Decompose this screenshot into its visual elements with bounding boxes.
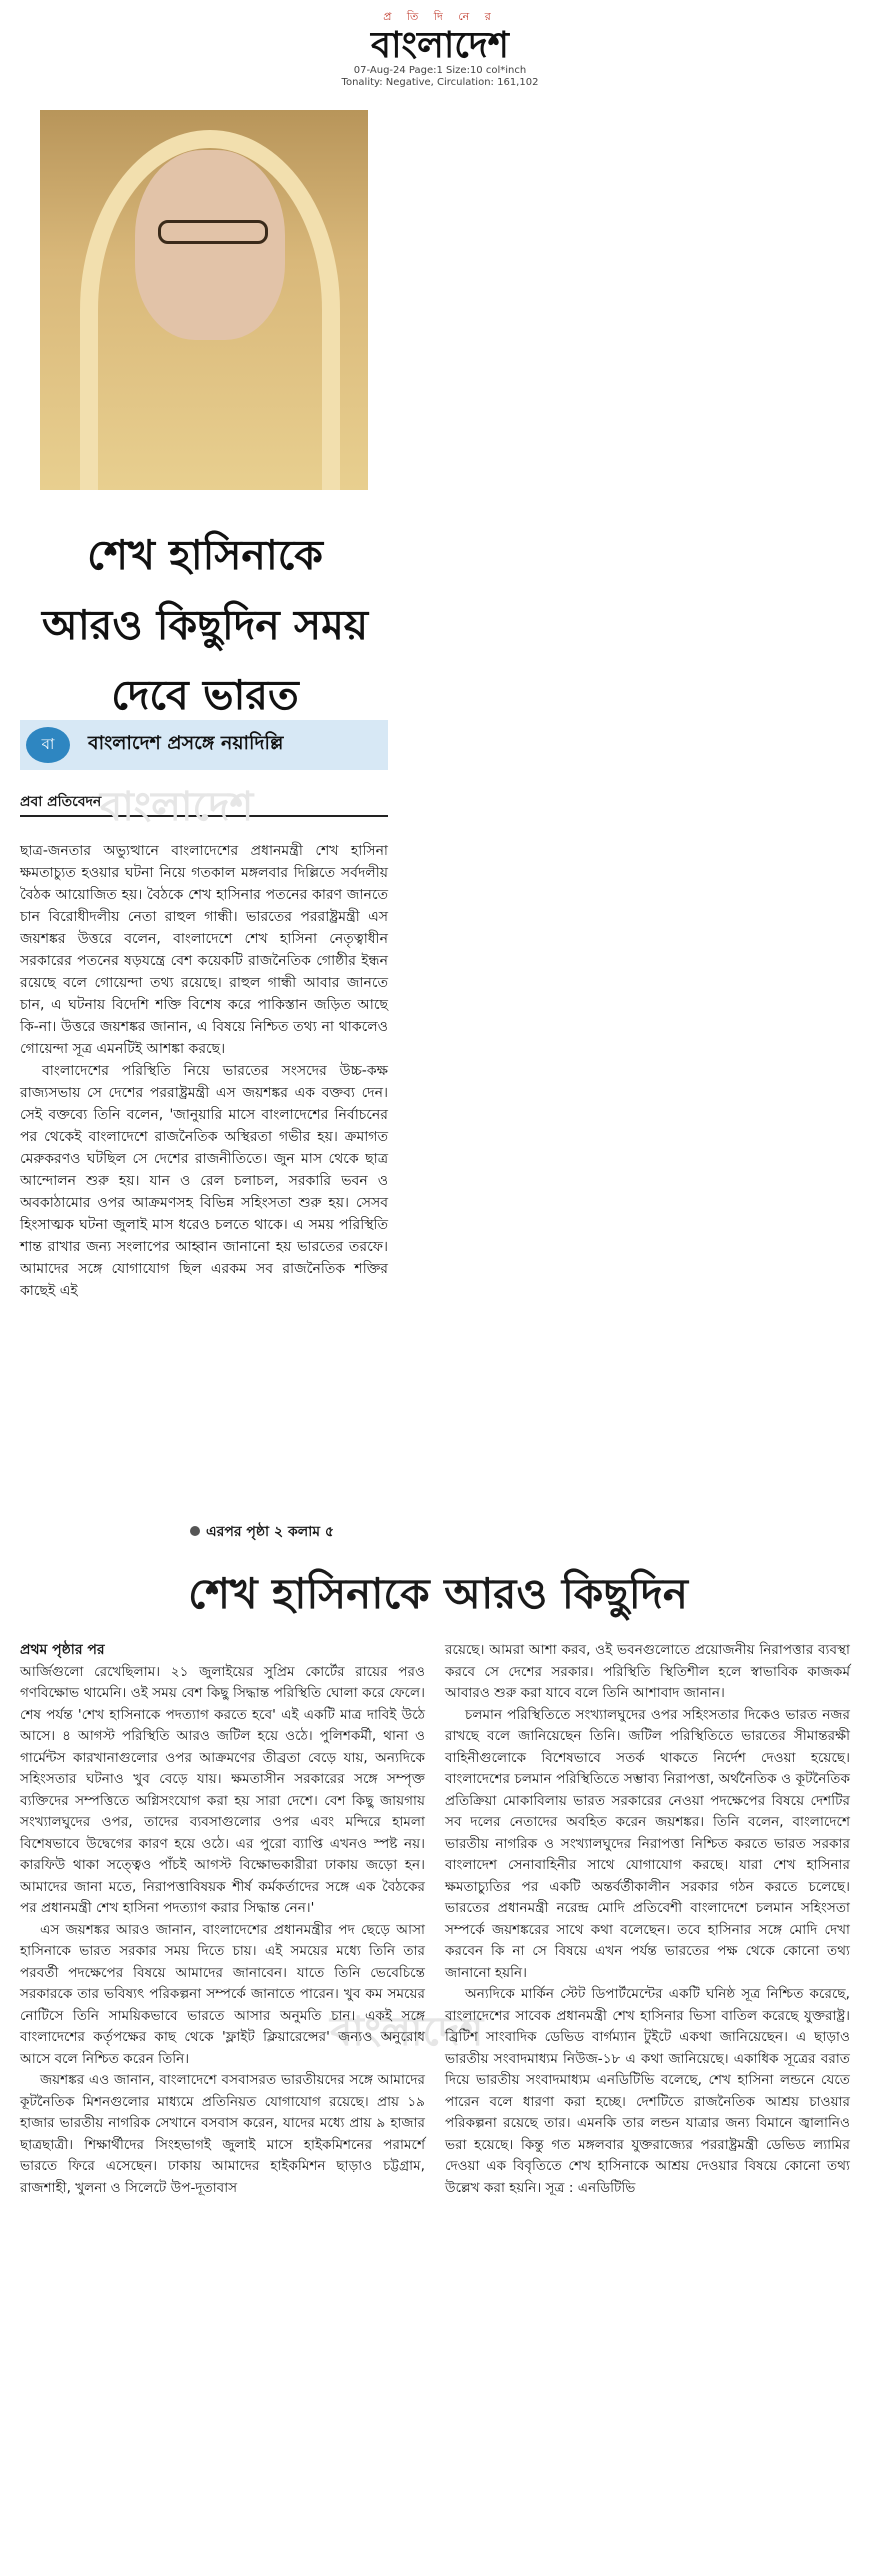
byline: প্রবা প্রতিবেদন — [20, 794, 102, 810]
watermark: বাংলাদেশ — [330, 2009, 484, 2055]
kicker-badge-icon: বা — [26, 727, 70, 763]
masthead — [330, 8, 550, 89]
headline-line: আরও কিছুদিন সময় — [41, 601, 369, 649]
portrait-photo — [40, 110, 368, 490]
bullet-icon — [190, 1526, 200, 1536]
continued-from-label: প্রথম পৃষ্ঠার পর — [20, 1642, 105, 1658]
main-headline — [20, 520, 390, 730]
headline-line: দেবে ভারত — [111, 671, 299, 719]
column-right — [445, 1640, 850, 2199]
kicker-bar — [20, 720, 388, 770]
paragraph: ছাত্র-জনতার অভ্যুত্থানে বাংলাদেশের প্রধানমন্ত্রী শেখ হাসিনা ক্ষমতাচ্যুত হওয়ার ঘটনা নিয়ে গতকাল মঙ্গলবার দিল্লিতে সর্বদলীয় বৈঠক আয়োজিত হয়। বৈঠকে শেখ হাসিনার পতনের কারণ জানতে চান বিরোধীদলীয় নেতা রাহুল গান্ধী। ভারতের পররাষ্ট্রমন্ত্রী এস জয়শঙ্কর উত্তরে বলেন, বাংলাদেশে শেখ হাসিনা নেতৃত্বাধীন সরকারের পতনের ষড়যন্ত্রে বেশ কয়েকটি রাজনৈতিক গোষ্ঠীর ইন্ধন রয়েছে বলে গোয়েন্দা তথ্য রয়েছে। রাহুল গান্ধী আবার জানতে চান, এ ঘটনায় বিদেশি শক্তি বিশেষ করে পাকিস্তান জড়িত আছে কি-না। উত্তরে জয়শঙ্কর জানান, এ বিষয়ে নিশ্চিত তথ্য না থাকলেও গোয়েন্দা সূত্র এমনটিই আশঙ্কা করছে। — [20, 843, 388, 1057]
clip-meta-1: 07-Aug-24 Page:1 Size:10 col*inch — [353, 65, 527, 76]
paragraph: বাংলাদেশের পরিস্থিতি নিয়ে ভারতের সংসদের উচ্চ-কক্ষ রাজ্যসভায় সে দেশের পররাষ্ট্রমন্ত্রী এস জয়শঙ্কর এক বক্তব্য দেন। সেই বক্তব্যে তিনি বলেন, 'জানুয়ারি মাসে বাংলাদেশের নির্বাচনের পর থেকেই বাংলাদেশে রাজনৈতিক অস্থিরতা গভীর হয়। ক্রমাগত মেরুকরণও ঘটছিল সে দেশের রাজনীতিতে। জুন মাস থেকে ছাত্র আন্দোলন শুরু হয়। যান ও রেল চলাচল, সরকারি ভবন ও অবকাঠামোর ওপর আক্রমণসহ বিভিন্ন সহিংসতা শুরু হয়। সেসব হিংসাত্মক ঘটনা জুলাই মাস ধরেও চলতে থাকে। এ সময় পরিস্থিতি শান্ত রাখার জন্য সংলাপের আহ্বান জানানো হয় ভারতের তরফে। আমাদের সঙ্গে যোগাযোগ ছিল এরকম সব রাজনৈতিক শক্তির কাছেই এই — [20, 1063, 388, 1299]
paragraph: জয়শঙ্কর এও জানান, বাংলাদেশে বসবাসরত ভারতীয়দের সঙ্গে আমাদের কূটনৈতিক মিশনগুলোর মাধ্যমে প্রতিনিয়ত যোগাযোগ রয়েছে। প্রায় ১৯ হাজার ভারতীয় নাগরিক সেখানে বসবাস করেন, যাদের মধ্যে প্রায় ৯ হাজার ছাত্রছাত্রী। শিক্ষার্থীদের সিংহভাগই জুলাই মাসে হাইকমিশনের পরামর্শে ভারতে ফিরে এসেছেন। ঢাকায় আমাদের হাইকমিশন ছাড়াও চট্টগ্রাম, রাজশাহী, খুলনা ও সিলেটে উপ-দূতাবাস — [20, 2072, 425, 2196]
paragraph: এস জয়শঙ্কর আরও জানান, বাংলাদেশের প্রধানমন্ত্রীর পদ ছেড়ে আসা হাসিনাকে ভারত সরকার সময় দিতে চায়। এই সময়ের মধ্যে তিনি তার পরবর্তী পদক্ষেপের বিষয়ে আমাদের জানাবেন। যাতে তিনি ভেবেচিন্তে সরকারকে তার ভবিষ্যৎ পরিকল্পনা সম্পর্কে জানাতে পারেন। খুব কম সময়ের নোটিসে তিনি সাময়িকভাবে ভারতে আসার অনুমতি চান। একই সঙ্গে বাংলাদেশের কর্তৃপক্ষের কাছ থেকে 'ফ্লাইট ক্লিয়ারেন্সের' জন্যও অনুরোধ আসে বলে নিশ্চিত করেন তিনি। — [20, 1921, 425, 2067]
masthead-tagline: প্র তি দি নে র — [383, 10, 497, 23]
kicker-text: বাংলাদেশ প্রসঙ্গে নয়াদিল্লি — [88, 732, 284, 754]
watermark: বাংলাদেশ — [100, 784, 254, 830]
paragraph: আর্জিগুলো রেখেছিলাম। ২১ জুলাইয়ের সুপ্রিম কোর্টের রায়ের পরও গণবিক্ষোভ থামেনি। ওই সময় বেশ কিছু সিদ্ধান্ত পরিস্থিতি ঘোলা করে ফেলে। শেষ পর্যন্ত 'শেখ হাসিনাকে পদত্যাগ করতে হবে' এই একটি মাত্র দাবিই উঠে আসে। ৪ আগস্ট পরিস্থিতি আরও জটিল হয়ে ওঠে। পুলিশকর্মী, থানা ও গার্মেন্টস কারখানাগুলোর ওপর আক্রমণের তীব্রতা বেড়ে যায়, অন্যদিকে সহিংসতার ঘটনাও খুব বেড়ে যায়। ক্ষমতাসীন সরকারের সঙ্গে সম্পৃক্ত ব্যক্তিদের সম্পত্তিতে অগ্নিসংযোগ করা হয় সারা দেশে। বেশ কিছু জায়গায় সংখ্যালঘুদের ওপর, তাদের ব্যবসাগুলোর ওপর এবং মন্দিরে হামলা বিশেষভাবে উদ্বেগের কারণ হয়ে ওঠে। এর পুরো ব্যাপ্তি এখনও স্পষ্ট নয়। কারফিউ থাকা সত্ত্বেও পাঁচই আগস্ট বিক্ষোভকারীরা ঢাকায় জড়ো হন। আমাদের জানা মতে, নিরাপত্তাবিষয়ক শীর্ষ কর্মকর্তাদের সঙ্গে এক বৈঠকের পর প্রধানমন্ত্রী শেখ হাসিনা পদত্যাগ করার সিদ্ধান্ত নেন।' — [20, 1663, 425, 1916]
paragraph: রয়েছে। আমরা আশা করব, ওই ভবনগুলোতে প্রয়োজনীয় নিরাপত্তার ব্যবস্থা করবে সে দেশের সরকার। পরিস্থিতি স্থিতিশীল হলে স্বাভাবিক কাজকর্ম আবারও শুরু করা যাবে বলে তিনি আশাবাদ জানান। — [445, 1642, 850, 1701]
photo-glasses — [158, 220, 268, 244]
photo-face — [135, 150, 285, 340]
continuation-columns — [20, 1640, 850, 2199]
continuation-headline: শেখ হাসিনাকে আরও কিছুদিন — [188, 1569, 688, 1618]
article-body — [20, 840, 388, 1302]
clip-meta-2: Tonality: Negative, Circulation: 161,102 — [341, 77, 539, 88]
paragraph: চলমান পরিস্থিতিতে সংখ্যালঘুদের ওপর সহিংসতার দিকেও ভারত নজর রাখছে বলে জানিয়েছেন তিনি। জটিল পরিস্থিতিতে ভারতের সীমান্তরক্ষী বাহিনীগুলোকে বিশেষভাবে সতর্ক থাকতে নির্দেশ দেওয়া হয়েছে। বাংলাদেশের চলমান পরিস্থিতিতে সম্ভাব্য নিরাপত্তা, অর্থনৈতিক ও কূটনৈতিক প্রতিক্রিয়া মোকাবিলায় ভারত সরকারের নেওয়া পদক্ষেপের বিষয়ে দেশটির সব দলের নেতাদের অবহিত করেন জয়শঙ্কর। তিনি বলেন, বাংলাদেশে ভারতীয় নাগরিক ও সংখ্যালঘুদের নিরাপত্তা নিশ্চিত করতে ভারত সরকার বাংলাদেশ সেনাবাহিনীর সাথে যোগাযোগ করছে। যারা শেখ হাসিনার ক্ষমতাচ্যুতির পর একটি অন্তর্বর্তীকালীন সরকার গঠন করতে চলেছে। ভারতের প্রধানমন্ত্রী নরেন্দ্র মোদি প্রতিবেশী বাংলাদেশে চলমান সহিংসতা সম্পর্কে জয়শঙ্করের সাথে কথা বলেছেন। তবে হাসিনার সঙ্গে মোদি দেখা করবেন কি না সে বিষয়ে এখন পর্যন্ত ভারতের পক্ষ থেকে কোনো তথ্য জানানো হয়নি। — [445, 1706, 850, 1981]
masthead-logo: বাংলাদেশ — [371, 25, 509, 66]
continued-text: এরপর পৃষ্ঠা ২ কলাম ৫ — [206, 1524, 334, 1540]
paragraph: অন্যদিকে মার্কিন স্টেট ডিপার্টমেন্টের একটি ঘনিষ্ঠ সূত্র নিশ্চিত করেছে, বাংলাদেশের সাবেক প্রধানমন্ত্রী শেখ হাসিনার ভিসা বাতিল করেছে যুক্তরাষ্ট্র। ব্রিটিশ সাংবাদিক ডেভিড বার্গম্যান টুইটে একথা জানিয়েছেন। এ ছাড়াও ভারতীয় সংবাদমাধ্যম নিউজ-১৮ এ কথা জানিয়েছে। একাধিক সূত্রের বরাত দিয়ে ভারতীয় সংবাদমাধ্যম এনডিটিভি বলেছে, শেখ হাসিনা লন্ডনে যেতে পারেন বলে ধারণা করা হচ্ছে। দেশটিতে রাজনৈতিক আশ্রয় চাওয়ার পরিকল্পনা রয়েছে তার। এমনকি তার লন্ডন যাত্রার জন্য বিমানে জ্বালানিও ভরা হয়েছে। কিন্তু গত মঙ্গলবার যুক্তরাজ্যের পররাষ্ট্রমন্ত্রী ডেভিড ল্যামির দেওয়া এক বিবৃতিতে শেখ হাসিনাকে আশ্রয় দেওয়ার বিষয়ে কোনো তথ্য উল্লেখ করা হয়নি। সূত্র : এনডিটিভি — [445, 1986, 850, 2196]
headline-line: শেখ হাসিনাকে — [87, 531, 323, 579]
column-left — [20, 1640, 425, 2199]
continued-note — [190, 1520, 334, 1544]
